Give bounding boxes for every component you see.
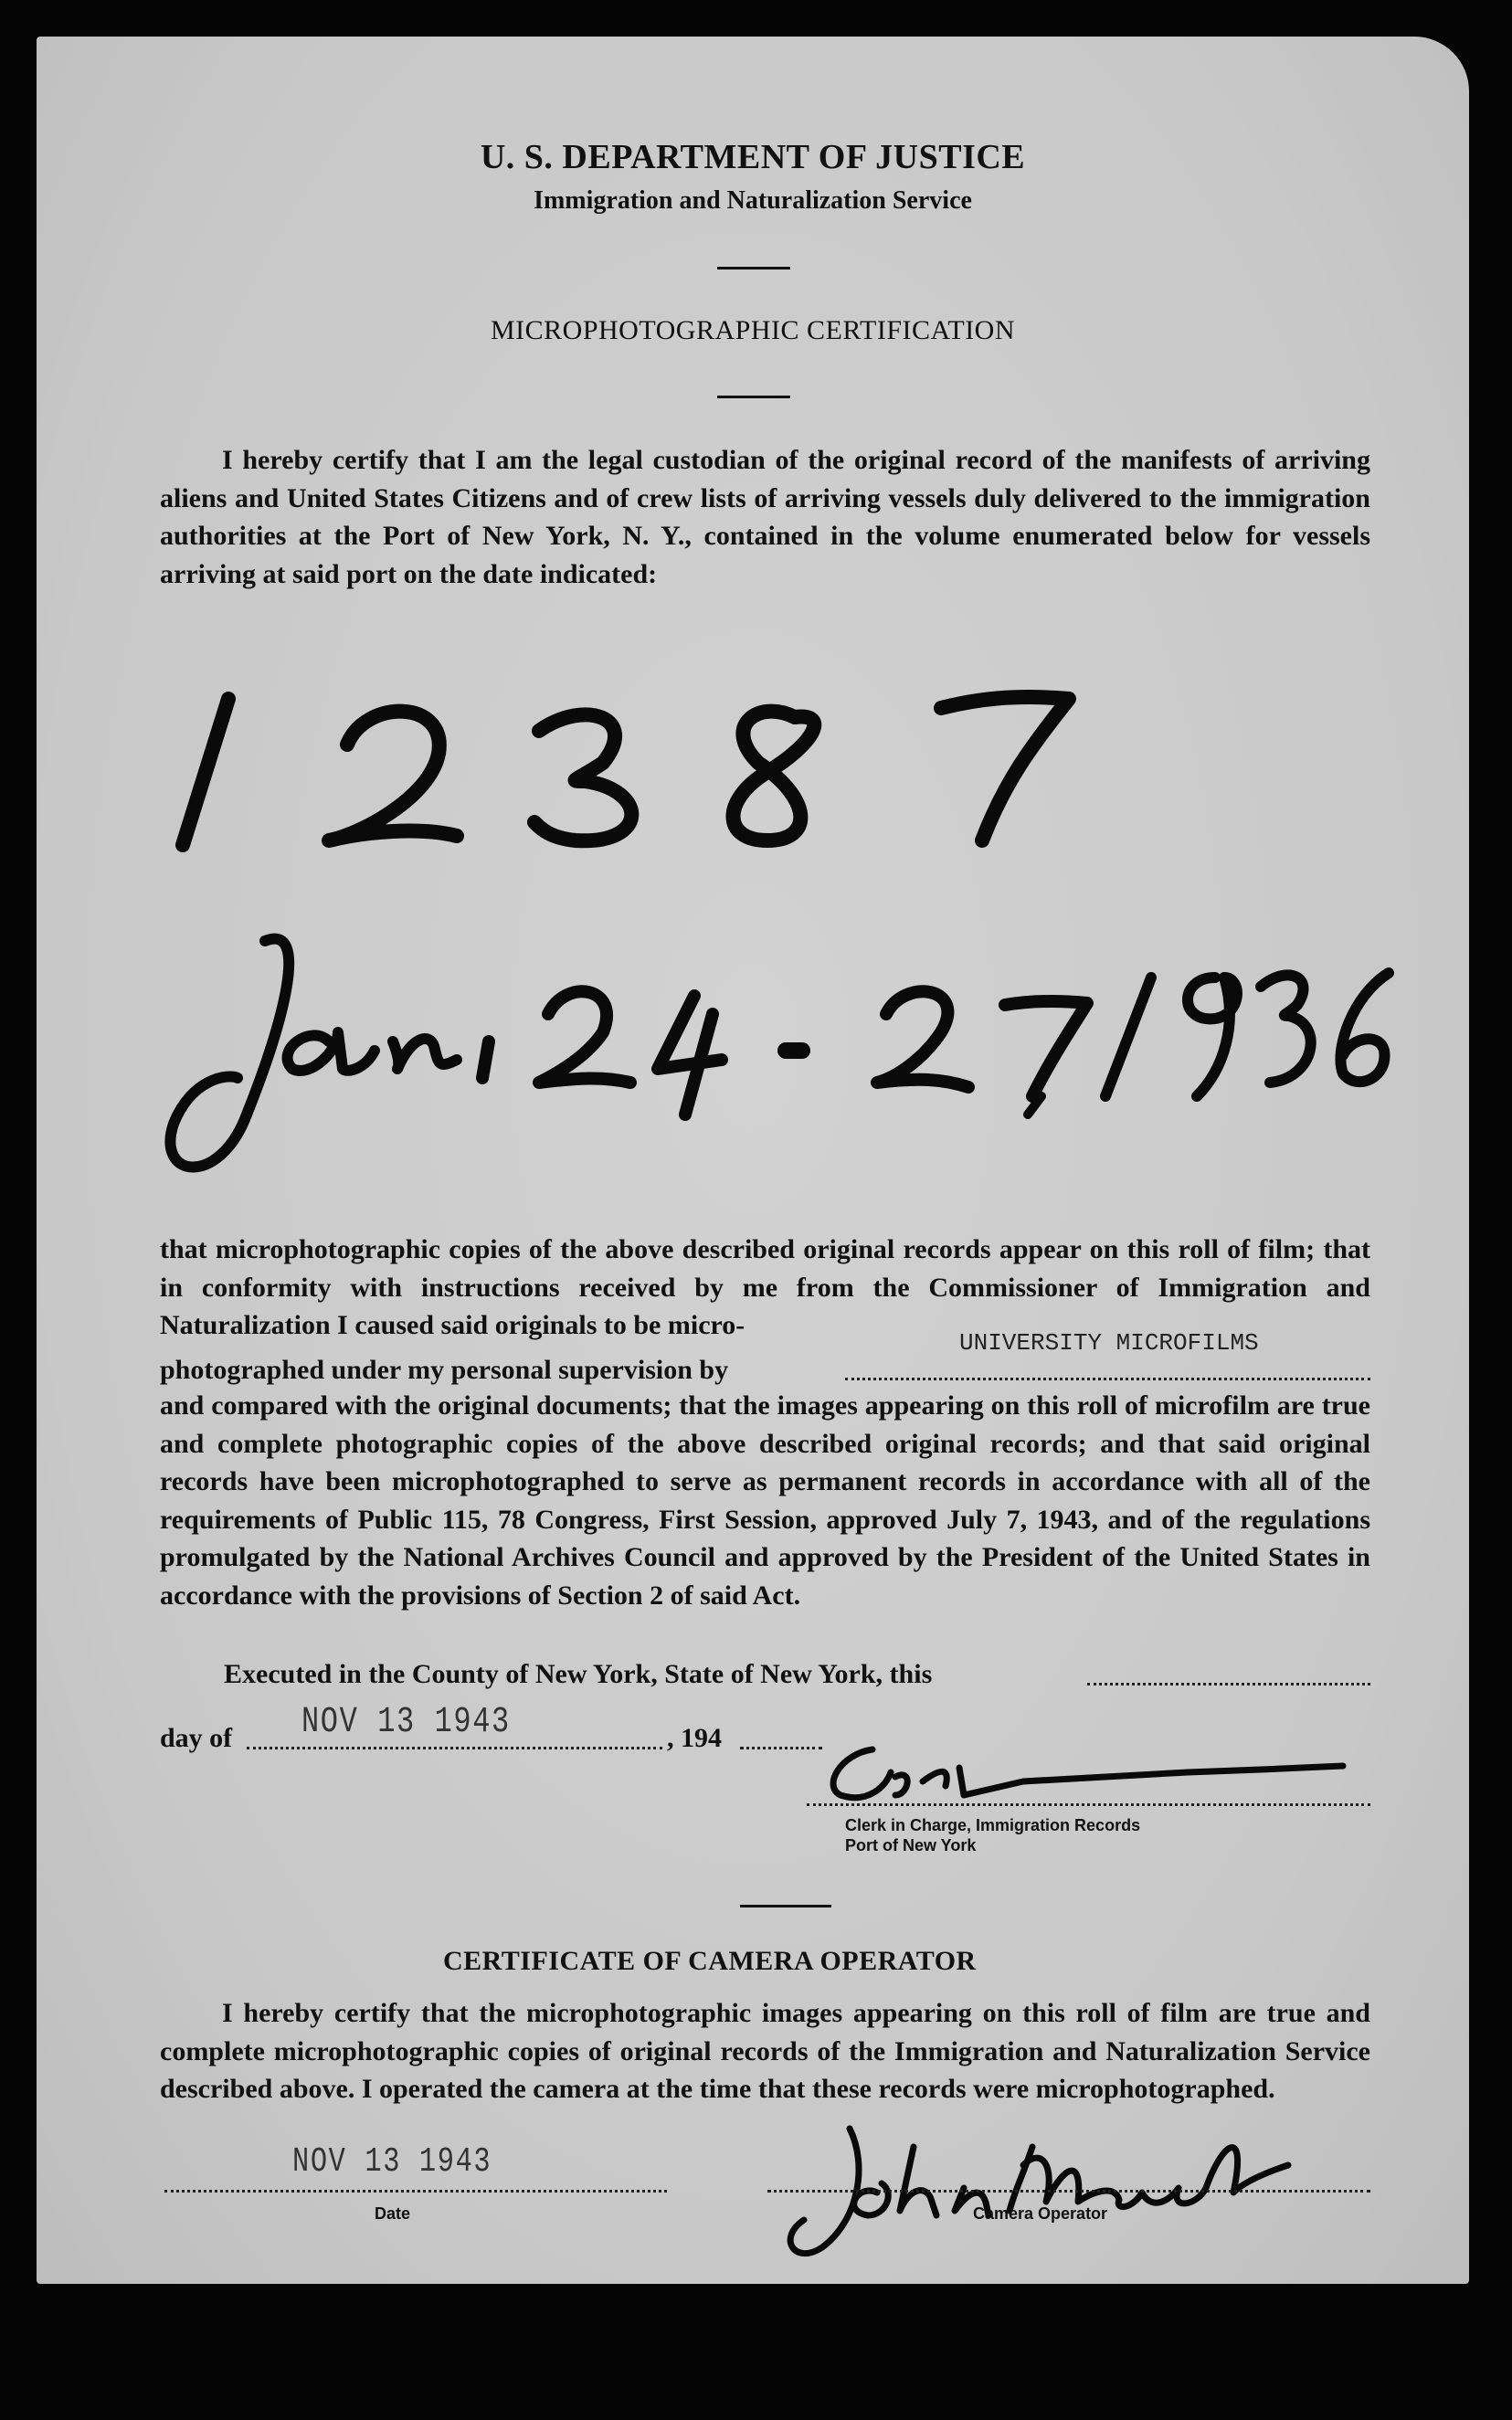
executed-line: Executed in the County of New York, State of New York, this [224, 1659, 933, 1689]
body-paragraph-part1: that microphotographic copies of the above described original records appear on this roll of film; that in conformity with instructions received by me from the Commissioner of Immigration and Naturalization I caused said originals to be micro- [160, 1234, 1370, 1340]
clerk-title-line2: Port of New York [845, 1836, 977, 1855]
camera-operator-signature [749, 2092, 1316, 2266]
divider-rule [717, 396, 790, 398]
handwritten-date-range [128, 914, 1425, 1206]
camera-date-label: Date [375, 2204, 411, 2223]
service-subheading: Immigration and Naturalization Service [534, 186, 972, 215]
camera-date-line [164, 2190, 667, 2193]
clerk-title-line1: Clerk in Charge, Immigration Records [845, 1816, 1141, 1834]
camera-operator-line [767, 2190, 1370, 2193]
certification-title: MICROPHOTOGRAPHIC CERTIFICATION [490, 315, 1016, 345]
executed-blank-line [1087, 1683, 1370, 1686]
supervision-label: photographed under my personal supervision by [160, 1355, 729, 1385]
day-of-label: day of [160, 1723, 233, 1753]
camera-certificate-text: I hereby certify that the microphotographic images appearing on this roll of film are true and complete microphotographic copies of original records of the Immigration and Naturalization Service described above. I operated the camera at the time that these records were microphotographed. [160, 1998, 1370, 2104]
clerk-signature-line [807, 1803, 1370, 1806]
certificate-document [37, 37, 1469, 2284]
body-paragraph-part3: and compared with the original documents; that the images appearing on this roll of microfilm are true and complete photographic copies of the above described original records; and that said original records have been microphotographed to serve as permanent records in accordance with all of the requirements of Public 115, 78 Congress, First Session, approved July 7, 1943, and of the regulations promulgated by the National Archives Council and approved by the President of the United States in accordance with the provisions of Section 2 of said Act. [160, 1390, 1370, 1611]
typed-microfilm-company: UNIVERSITY MICROFILMS [959, 1329, 1259, 1357]
divider-rule [740, 1905, 831, 1907]
intro-paragraph: I hereby certify that I am the legal custodian of the original record of the manifests of arriving aliens and United States Citizens and of crew lists of arriving vessels duly delivered to the immigration authorities at the Port of New York, N. Y., contained in the volume enumerated below for vessels arriving at said port on the date indicated: [160, 445, 1370, 589]
camera-date-stamp: NOV 13 1943 [292, 2142, 492, 2182]
divider-rule [717, 267, 790, 269]
camera-operator-label: Camera Operator [973, 2204, 1108, 2223]
camera-certificate-title: CERTIFICATE OF CAMERA OPERATOR [443, 1946, 977, 1976]
date-stamp: NOV 13 1943 [301, 1702, 511, 1743]
day-of-blank-line [247, 1747, 662, 1749]
handwritten-volume-number [155, 644, 1160, 863]
year-label: , 194 [667, 1723, 722, 1753]
supervision-blank-line [845, 1378, 1370, 1380]
department-heading: U. S. DEPARTMENT OF JUSTICE [480, 138, 1026, 176]
